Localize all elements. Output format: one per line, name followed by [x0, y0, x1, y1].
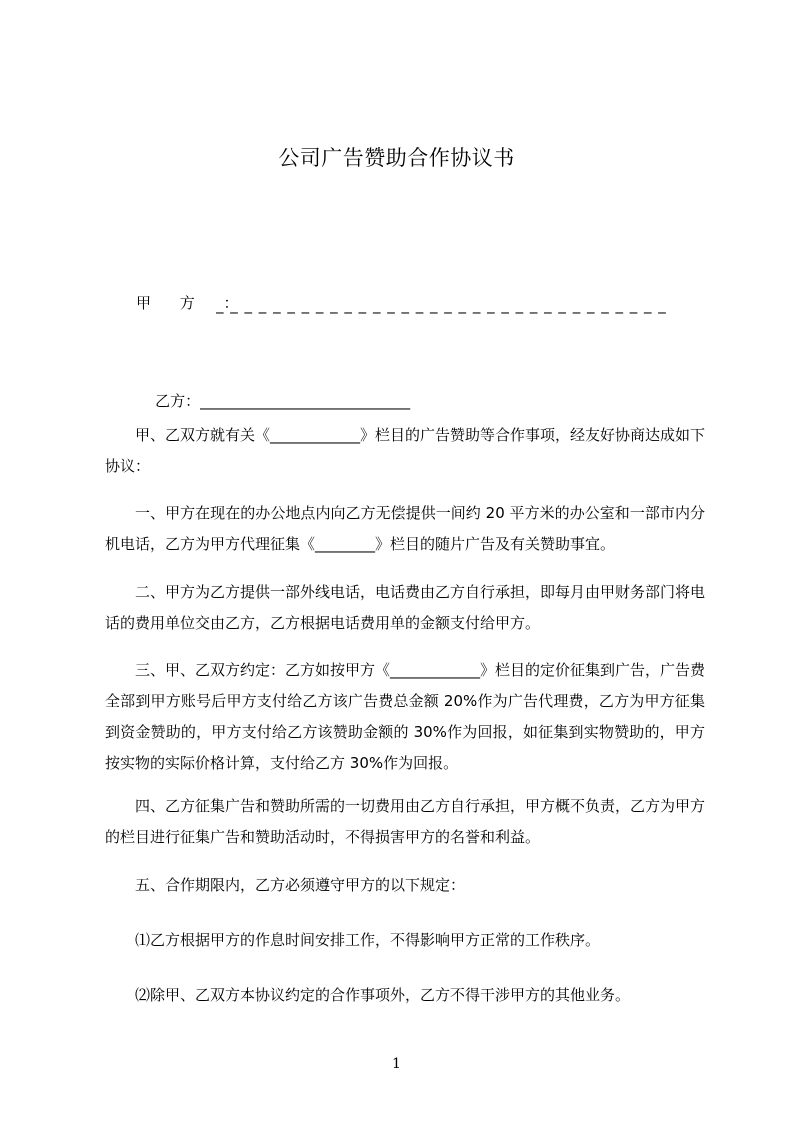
- clause-5-item-1: ⑴乙方根据甲方的作息时间安排工作，不得影响甲方正常的工作秩序。: [135, 931, 601, 949]
- party-b-blank: ____________________________: [200, 392, 411, 410]
- party-a-label: 甲 方 ：: [136, 294, 251, 312]
- party-a-blank: _ _ _ _ _ _ _ _ _ _ _ _ _ _ _ _ _ _ _ _ _ _ _ _ _ _ _ _ _ _ _ _: [216, 296, 667, 314]
- page-number: 1: [392, 1056, 401, 1072]
- clause-4: 四、乙方征集广告和赞助所需的一切费用由乙方自行承担，甲方概不负责，乙方为甲方的栏目进行征集广告和赞助活动时，不得损害甲方的名誉和利益。: [105, 797, 706, 846]
- clause-1: 一、甲方在现在的办公地点内向乙方无偿提供一间约 20 平方米的办公室和一部市内分机电话，乙方为甲方代理征集《________》栏目的随片广告及有关赞助事宜。: [105, 504, 705, 553]
- clause-3: 三、甲、乙双方约定：乙方如按甲方《____________》栏目的定价征集到广告，广告费全部到甲方账号后甲方支付给乙方该广告费总金额 20%作为广告代理费，乙方为甲方征集到资金赞助的，甲方支付给乙方该赞助金额的 30%作为回报，如征集到实物赞助的，甲方按实物的实际价格计算，支付给乙方 30%作为回报。: [105, 661, 706, 772]
- document-title: 公司广告赞助合作协议书: [278, 146, 515, 170]
- clause-5-item-2: ⑵除甲、乙双方本协议约定的合作事项外，乙方不得干涉甲方的其他业务。: [135, 986, 631, 1004]
- intro-paragraph: 甲、乙双方就有关《____________》栏目的广告赞助等合作事项，经友好协商达成如下协议：: [105, 426, 706, 475]
- party-b-label: 乙方：: [155, 392, 201, 410]
- clause-5: 五、合作期限内，乙方必须遵守甲方的以下规定：: [135, 876, 466, 894]
- clause-2: 二、甲方为乙方提供一部外线电话，电话费由乙方自行承担，即每月由甲财务部门将电话的费用单位交由乙方，乙方根据电话费用单的金额支付给甲方。: [105, 583, 706, 632]
